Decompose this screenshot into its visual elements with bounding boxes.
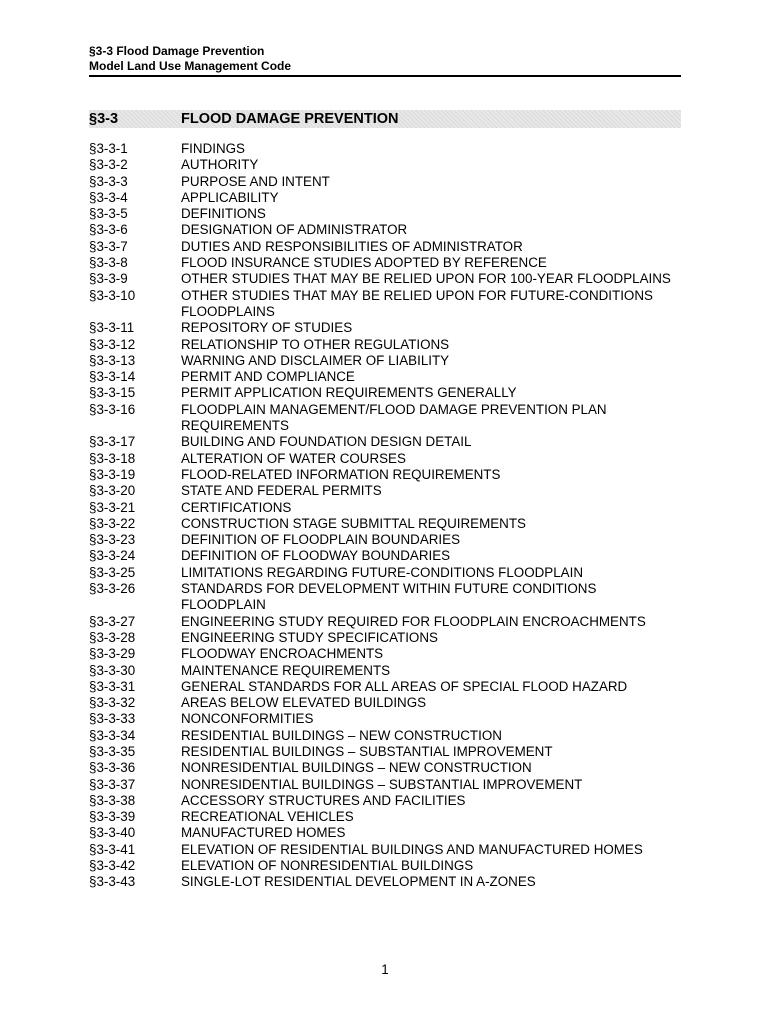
toc-entry-title: REPOSITORY OF STUDIES [181,320,353,336]
toc-entry [89,402,681,435]
toc-entry-number: §3-3-38 [89,792,136,808]
toc-entry-title: ALTERATION OF WATER COURSES [181,450,406,466]
toc-entry-title: ACCESSORY STRUCTURES AND FACILITIES [181,792,466,808]
toc-entry [89,777,681,793]
toc-entry [89,174,681,190]
toc-entry [89,369,681,385]
running-header-section: §3-3 Flood Damage Prevention [89,44,265,58]
toc-entry-number: §3-3-29 [89,646,136,662]
toc-entry-number: §3-3-39 [89,809,136,825]
toc-entry-title: FLOOD-RELATED INFORMATION REQUIREMENTS [181,466,501,482]
toc-entry-title: CERTIFICATIONS [181,499,292,515]
toc-entry-title: STANDARDS FOR DEVELOPMENT WITHIN FUTURE CONDITIONS FLOODPLAIN [181,581,597,613]
section-number: §3-3 [89,111,119,127]
toc-entry-title: NONRESIDENTIAL BUILDINGS – NEW CONSTRUCTION [181,760,532,776]
toc-entry-title: NONRESIDENTIAL BUILDINGS – SUBSTANTIAL IMPROVEMENT [181,776,583,792]
running-header-code-title: Model Land Use Management Code [89,59,292,73]
toc-entry [89,728,681,744]
toc-entry-title: FLOODPLAIN MANAGEMENT/FLOOD DAMAGE PREVENTION PLAN REQUIREMENTS [181,401,607,434]
toc-entry-number: §3-3-16 [89,401,136,417]
toc-entry [89,695,681,711]
toc-entry-number: §3-3-33 [89,711,136,727]
toc-entry [89,483,681,499]
toc-entry-number: §3-3-35 [89,743,136,759]
toc-entry [89,663,681,679]
toc-entry-title: PURPOSE AND INTENT [181,173,330,189]
toc-entry [89,679,681,695]
toc-entry-number: §3-3-24 [89,548,136,564]
toc-entry [89,581,681,614]
toc-entry-number: §3-3-23 [89,532,136,548]
toc-entry [89,385,681,401]
toc-entry-number: §3-3-41 [89,841,136,857]
toc-entry-title: STATE AND FEDERAL PERMITS [181,483,382,499]
toc-entry [89,711,681,727]
toc-entry-number: §3-3-22 [89,515,136,531]
toc-entry [89,141,681,157]
toc-entry-title: DEFINITION OF FLOODPLAIN BOUNDARIES [181,532,461,548]
toc-entry [89,353,681,369]
toc-entry-title: MAINTENANCE REQUIREMENTS [181,662,391,678]
toc-entry-title: ELEVATION OF NONRESIDENTIAL BUILDINGS [181,858,474,874]
toc-entry [89,630,681,646]
toc-entry [89,190,681,206]
toc-entry-title: ENGINEERING STUDY SPECIFICATIONS [181,629,438,645]
toc-entry-number: §3-3-2 [89,157,128,173]
toc-entry [89,500,681,516]
toc-entry-title: WARNING AND DISCLAIMER OF LIABILITY [181,352,450,368]
toc-entry-number: §3-3-3 [89,173,128,189]
toc-entry-title: ENGINEERING STUDY REQUIRED FOR FLOODPLAIN ENCROACHMENTS [181,613,646,629]
toc-entry-title: FLOOD INSURANCE STUDIES ADOPTED BY REFERENCE [181,255,547,271]
toc-entry-number: §3-3-26 [89,581,136,597]
toc-entry-title: AUTHORITY [181,157,259,173]
toc-entry-title: BUILDING AND FOUNDATION DESIGN DETAIL [181,434,472,450]
toc-entry [89,858,681,874]
toc-entry-number: §3-3-28 [89,629,136,645]
toc-entry-number: §3-3-40 [89,825,136,841]
toc-entry-number: §3-3-7 [89,238,128,254]
toc-entry [89,337,681,353]
toc-entry-number: §3-3-12 [89,336,136,352]
toc-entry [89,288,681,321]
toc-entry [89,222,681,238]
header-divider [89,75,681,77]
toc-entry [89,548,681,564]
toc-entry [89,271,681,287]
toc-entry [89,646,681,662]
toc-entry [89,157,681,173]
toc-entry-title: GENERAL STANDARDS FOR ALL AREAS OF SPECIAL FLOOD HAZARD [181,678,628,694]
toc-entry-title: OTHER STUDIES THAT MAY BE RELIED UPON FOR FUTURE-CONDITIONS FLOODPLAINS [181,287,653,319]
toc-entry-number: §3-3-31 [89,678,136,694]
toc-entry-title: SINGLE-LOT RESIDENTIAL DEVELOPMENT IN A-ZONES [181,874,536,890]
toc-entry [89,434,681,450]
toc-entry-number: §3-3-36 [89,760,136,776]
toc-entry [89,206,681,222]
toc-entry-title: DESIGNATION OF ADMINISTRATOR [181,222,408,238]
page-number: 1 [381,962,389,977]
toc-entry-number: §3-3-19 [89,466,136,482]
toc-entry-number: §3-3-10 [89,287,136,303]
toc-entry-title: APPLICABILITY [181,189,279,205]
toc-entry [89,744,681,760]
toc-entry-number: §3-3-6 [89,222,128,238]
toc-entry [89,239,681,255]
toc-entry-number: §3-3-17 [89,434,136,450]
table-of-contents [89,141,681,891]
toc-entry-number: §3-3-37 [89,776,136,792]
toc-entry [89,516,681,532]
section-title: FLOOD DAMAGE PREVENTION [181,111,399,127]
toc-entry [89,793,681,809]
section-heading [89,110,681,128]
toc-entry-number: §3-3-4 [89,189,128,205]
toc-entry [89,565,681,581]
toc-entry-number: §3-3-30 [89,662,136,678]
toc-entry [89,760,681,776]
toc-entry-title: MANUFACTURED HOMES [181,825,346,841]
toc-entry [89,874,681,890]
toc-entry-title: ELEVATION OF RESIDENTIAL BUILDINGS AND MANUFACTURED HOMES [181,841,643,857]
running-header [89,44,291,74]
toc-entry-title: RESIDENTIAL BUILDINGS – NEW CONSTRUCTION [181,727,502,743]
toc-entry-title: RELATIONSHIP TO OTHER REGULATIONS [181,336,450,352]
toc-entry-title: RECREATIONAL VEHICLES [181,809,354,825]
toc-entry-title: PERMIT APPLICATION REQUIREMENTS GENERALLY [181,385,517,401]
toc-entry-number: §3-3-9 [89,271,128,287]
toc-entry-number: §3-3-5 [89,206,128,222]
toc-entry-number: §3-3-8 [89,255,128,271]
toc-entry [89,842,681,858]
toc-entry [89,614,681,630]
toc-entry-title: DEFINITIONS [181,206,266,222]
toc-entry [89,825,681,841]
toc-entry-number: §3-3-14 [89,369,136,385]
toc-entry-title: PERMIT AND COMPLIANCE [181,369,355,385]
toc-entry [89,255,681,271]
toc-entry-title: DUTIES AND RESPONSIBILITIES OF ADMINISTRATOR [181,238,523,254]
toc-entry-number: §3-3-1 [89,141,128,156]
toc-entry-number: §3-3-18 [89,450,136,466]
toc-entry-number: §3-3-11 [89,320,135,336]
toc-entry-number: §3-3-34 [89,727,136,743]
toc-entry [89,320,681,336]
toc-entry-number: §3-3-43 [89,874,136,890]
toc-entry-number: §3-3-42 [89,858,136,874]
toc-entry-number: §3-3-13 [89,352,136,368]
toc-entry-title: CONSTRUCTION STAGE SUBMITTAL REQUIREMENTS [181,515,526,531]
toc-entry-number: §3-3-27 [89,613,136,629]
toc-entry-title: RESIDENTIAL BUILDINGS – SUBSTANTIAL IMPROVEMENT [181,743,553,759]
toc-entry [89,467,681,483]
toc-entry-title: DEFINITION OF FLOODWAY BOUNDARIES [181,548,451,564]
toc-entry [89,809,681,825]
toc-entry-number: §3-3-15 [89,385,136,401]
toc-entry-title: OTHER STUDIES THAT MAY BE RELIED UPON FOR 100-YEAR FLOODPLAINS [181,271,671,287]
toc-entry-number: §3-3-20 [89,483,136,499]
toc-entry-title: LIMITATIONS REGARDING FUTURE-CONDITIONS FLOODPLAIN [181,564,583,580]
toc-entry-number: §3-3-32 [89,695,136,711]
toc-entry [89,532,681,548]
toc-entry-title: AREAS BELOW ELEVATED BUILDINGS [181,695,427,711]
toc-entry-number: §3-3-25 [89,564,136,580]
toc-entry-number: §3-3-21 [89,499,136,515]
toc-entry-title: FLOODWAY ENCROACHMENTS [181,646,384,662]
toc-entry [89,451,681,467]
toc-entry-title: FINDINGS [181,141,245,156]
toc-entry-title: NONCONFORMITIES [181,711,314,727]
